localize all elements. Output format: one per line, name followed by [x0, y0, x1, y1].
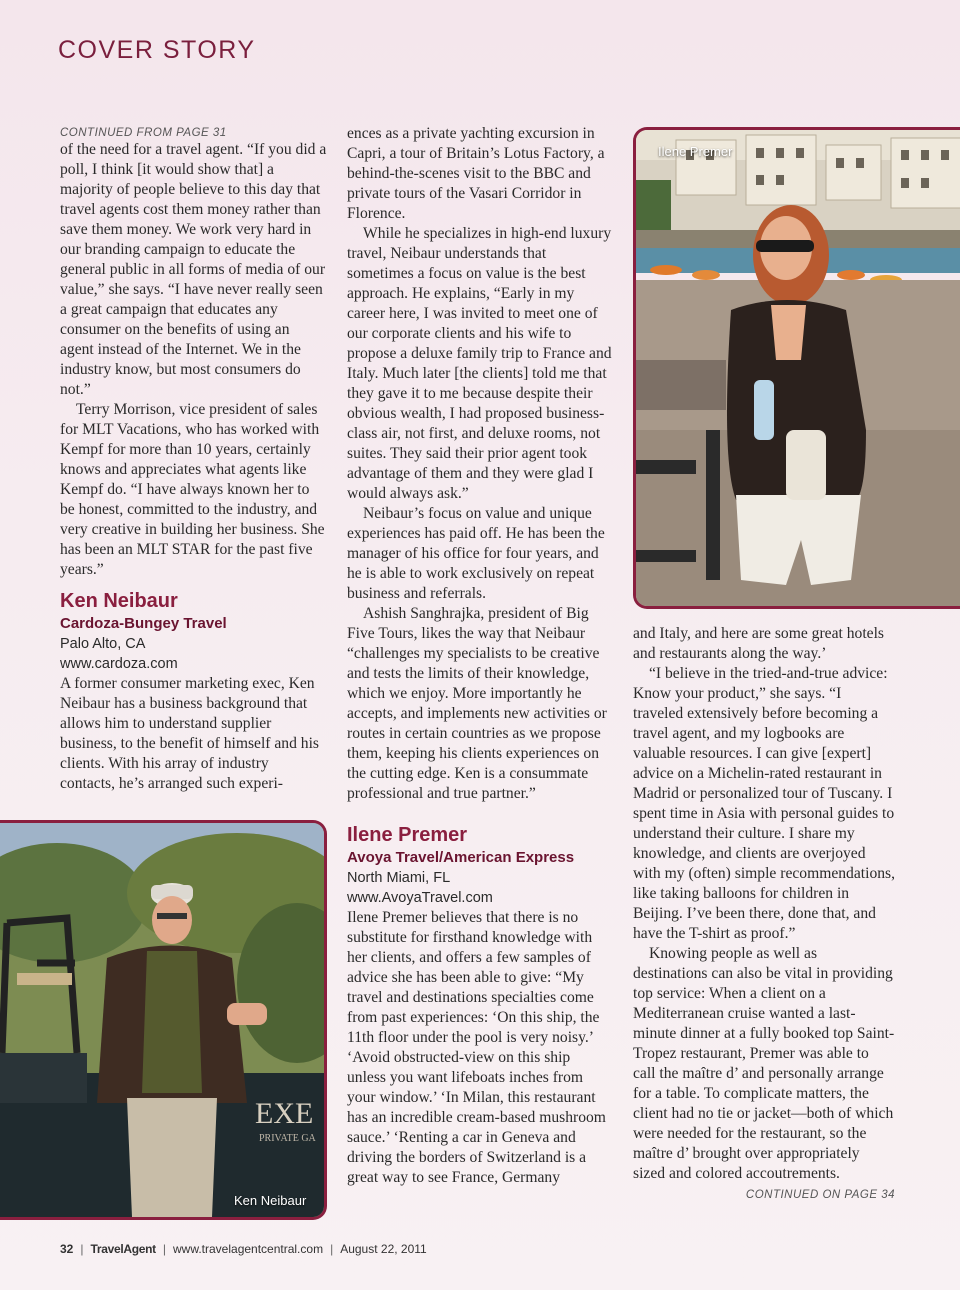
profile-agency: Avoya Travel/American Express [347, 849, 575, 866]
profile-location: Palo Alto, CA [60, 636, 146, 652]
vehicle-lettering: EXE [255, 1097, 314, 1130]
photo-caption: Ken Neibaur [234, 1193, 307, 1208]
body-paragraph: “I believe in the tried-and-true advice: Know your product,” she says. “I traveled extensively before becoming a travel agent, and my logbooks are valuable resources. I can give [expert] advice on a Michelin-rated restaurant in Madrid or personalized tour of Tuscany. I spent time in Asia with personal guides to understand their culture. I share my knowledge, and clients are overjoyed with my (often) simple recommendations, like taking balloons for children in Beijing. I’ve been there, done that, and have the T-shirt as proof.” [633, 665, 896, 942]
column-2 [347, 124, 612, 1188]
profile-location: North Miami, FL [347, 870, 451, 886]
body-paragraph: While he specializes in high-end luxury travel, Neibaur understands that sometimes a focus on value is the best approach. He explains, “Early in my career here, I was invited to meet one of our corporate clients and his wife to propose a deluxe family trip to France and Italy. Much later [the clients] told me that they gave it to me because despite their obvious wealth, I had proposed business-class air, not first, and deluxe rooms, not suites. They said their prior agent took advantage of them and they were glad I would always ask.” [347, 225, 612, 502]
beach-photo-illustration [636, 130, 960, 606]
column-3 [633, 624, 895, 1202]
publication-name: TravelAgent [90, 1242, 156, 1256]
body-paragraph: and Italy, and here are some great hotels and restaurants along the way.’ [633, 625, 884, 662]
photo-ken-neibaur [0, 820, 327, 1220]
profile-agency: Cardoza-Bungey Travel [60, 615, 227, 632]
profile-name: Ilene Premer [347, 824, 468, 846]
body-paragraph: Ilene Premer believes that there is no substitute for firsthand knowledge with her clients, and offers a few samples of advice she has been able to give: “My travel and destinations specialties come from past experiences: ‘On this ship, the 11th floor under the pool is very noisy.’ ‘Avoid obstructed-view on this ship unless you want lifeboats inches from your window.’ ‘In Milan, this restaurant has an incredible cream-based mushroom sauce.’ ‘Renting a car in Geneva and driving the borders of Switzerland is a great way to see France, Germany [347, 909, 606, 1186]
photo-caption: Ilene Premer [658, 144, 733, 159]
profile-name: Ken Neibaur [60, 590, 178, 612]
body-paragraph: Terry Morrison, vice president of sales for MLT Vacations, who has worked with Kempf for more than 10 years, certainly knows and appreciates what agents like Kempf do. “I have always known her to be honest, committed to the industry, and very creative in building her business. She has been an MLT STAR for the past five years.” [60, 401, 325, 578]
issue-date: August 22, 2011 [340, 1242, 427, 1256]
photo-ilene-premer [633, 127, 960, 609]
continued-from: CONTINUED FROM PAGE 31 [60, 127, 227, 139]
body-paragraph: A former consumer marketing exec, Ken Neibaur has a business background that allows him to understand supplier business, to the benefit of himself and his clients. With his array of industry contacts, he’s arranged such experi- [60, 675, 319, 792]
safari-photo-illustration [0, 823, 324, 1217]
vehicle-sublettering: PRIVATE GA [259, 1133, 316, 1144]
page-footer: 32 | TravelAgent | www.travelagentcentral.com | August 22, 2011 [60, 1242, 427, 1256]
body-paragraph: ences as a private yachting excursion in Capri, a tour of Britain’s Lotus Factory, a behind-the-scenes visit to the BBC and private tours of the Vasari Corridor in Florence. [347, 125, 605, 222]
column-1 [60, 126, 327, 794]
page-number: 32 [60, 1242, 74, 1256]
body-paragraph: Ashish Sanghrajka, president of Big Five Tours, likes the way that Neibaur “challenges my specialists to be creative and tests the limits of their knowledge, which we enjoy. More importantly he accepts, and implements new activities or routes in certain countries as we propose them, keeping his clients experiences on the cutting edge. Ken is a consummate professional and true partner.” [347, 605, 607, 802]
body-paragraph: of the need for a travel agent. “If you did a poll, I think [it would show that] a majority of people believe to this day that travel agents cost them money rather than save them money. We work very hard in our branding campaign to educate the general public in all forms of media of our value,” she says. “I have never really seen a great campaign that educates any consumer on the benefits of using an agent instead of the Internet. We in the industry know, but most consumers do not.” [60, 141, 327, 398]
body-paragraph: Neibaur’s focus on value and unique experiences has paid off. He has been the manager of his office for four years, and he is able to work exclusively on repeat business and referrals. [347, 505, 605, 602]
section-title: COVER STORY [58, 36, 256, 64]
body-paragraph: Knowing people as well as destinations can also be vital in providing top service: When a client on a Mediterranean cruise wanted a last-minute dinner at a fully booked top Saint-Tropez restaurant, Premer was able to call the maître d’ and personally arrange for a table. To complicate matters, the client had no tie or jacket—both of which were needed for the restaurant, so the maître d’ brought over appropriately sized and colored accoutrements. [633, 945, 895, 1182]
profile-website: www.cardoza.com [60, 656, 178, 672]
profile-website: www.AvoyaTravel.com [347, 890, 493, 906]
website-url: www.travelagentcentral.com [173, 1242, 324, 1256]
continued-on: CONTINUED ON PAGE 34 [745, 1189, 895, 1201]
